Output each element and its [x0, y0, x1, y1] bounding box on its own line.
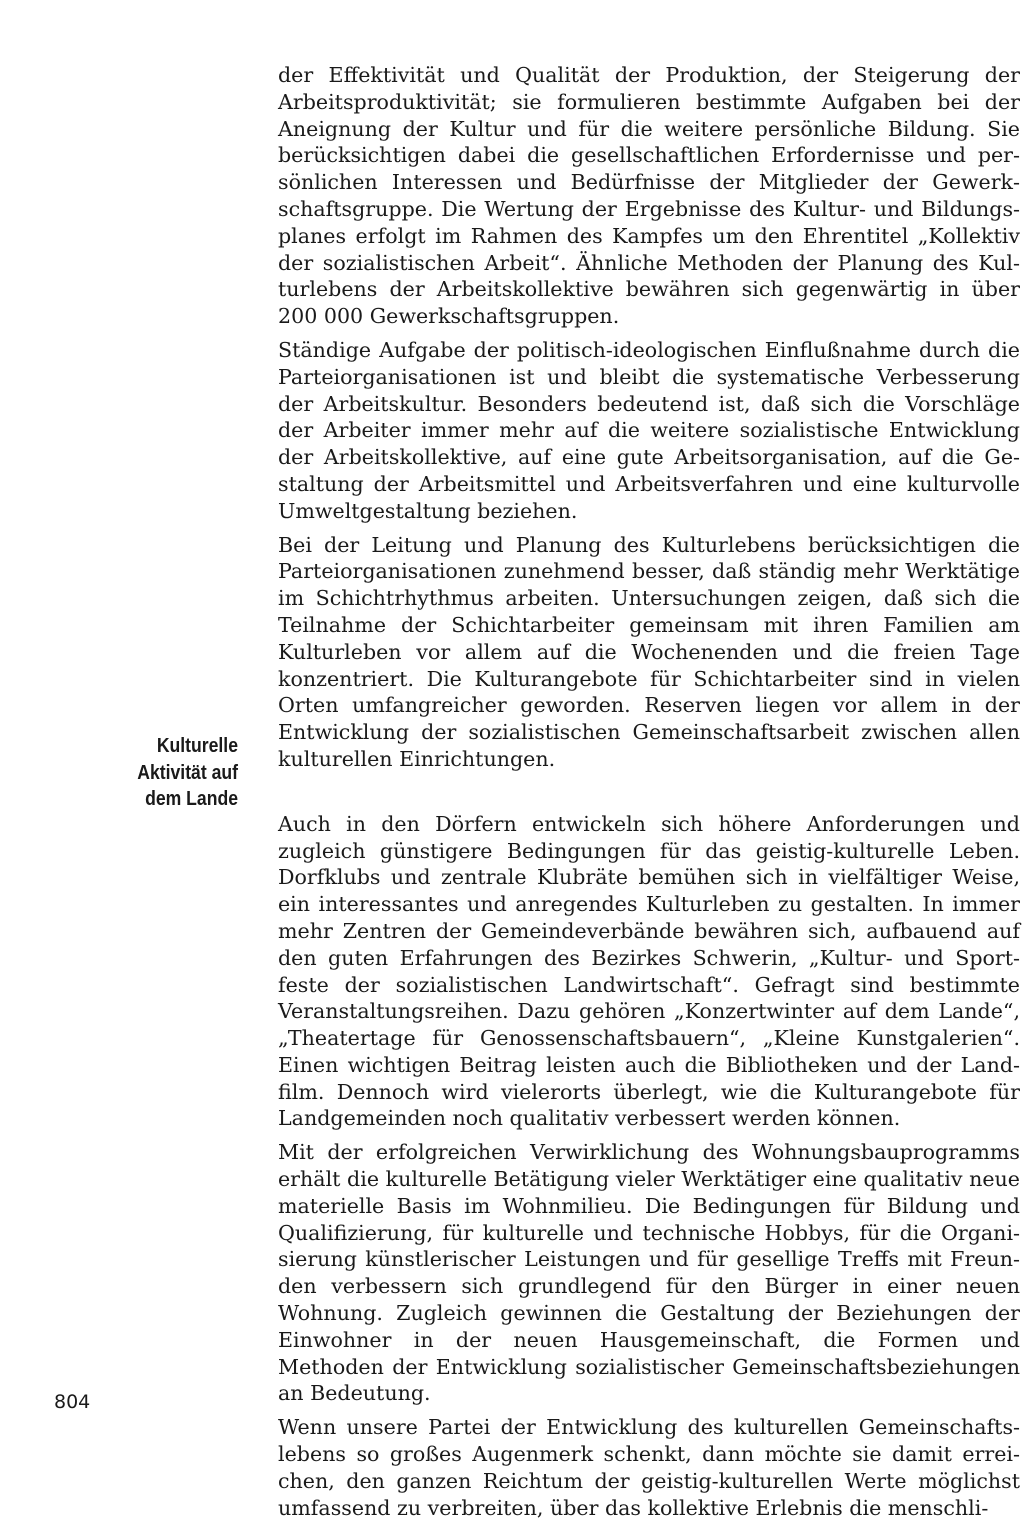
page-number: 804: [54, 1391, 91, 1413]
main-text-column: [278, 62, 1020, 1521]
margin-heading-line-1: Kulturelle: [156, 735, 238, 757]
paragraph-6: Wenn unsere Partei der Entwicklung des kulturellen Gemeinschaftslebens so großes Augenmerk schenkt, dann möchte sie damit erreichen, den ganzen Reichtum der geistig-kulturellen Werte möglichst umfassend zu verbreiten, über das kollektive Erlebnis die menschli-: [278, 1415, 1020, 1520]
paragraph-5: Mit der erfolgreichen Verwirklichung des Wohnungsbauprogramms erhält die kulturelle Betätigung vieler Werktätiger eine qualitativ neue materielle Basis im Wohnmilieu. Die Bedingungen für Bildung und Qualifizierung, für kulturelle und technische Hobbys, für die Organisierung künstlerischer Leistungen und für gesellige Treffs mit Freunden verbessern sich grundlegend für den Bürger in einer neuen Wohnung. Zugleich gewinnen die Gestaltung der Beziehungen der Einwohner in der neuen Hausgemeinschaft, die Formen und Methoden der Entwicklung sozialistischer Gemeinschaftsbeziehungen an Bedeutung.: [278, 1140, 1020, 1406]
paragraph-1: der Effektivität und Qualität der Produktion, der Steigerung der Arbeitsproduktivität; sie formulieren bestimmte Aufgaben bei der Aneignung der Kultur und für die weitere persönliche Bildung. Sie berücksichtigen dabei die gesellschaftlichen Erfordernisse und persönlichen Interessen und Bedürfnisse der Mitglieder der Gewerkschaftsgruppe. Die Wertung der Ergebnisse des Kultur- und Bildungsplanes erfolgt im Rahmen des Kampfes um den Ehrentitel „Kollektiv der sozialistischen Arbeit“. Ähnliche Methoden der Planung des Kulturlebens der Arbeitskollektive bewähren sich gegenwärtig in über 200 000 Gewerkschaftsgruppen.: [278, 63, 1020, 329]
paragraph-4: Auch in den Dörfern entwickeln sich höhere Anforderungen und zugleich günstigere Bedingungen für das geistig-kulturelle Leben. Dorfklubs und zentrale Klubräte bemühen sich in vielfältiger Weise, ein interessantes und anregendes Kulturleben zu gestalten. In immer mehr Zentren der Gemeindeverbände bewähren sich, aufbauend auf den guten Erfahrungen des Bezirkes Schwerin, „Kultur- und Sportfeste der sozialistischen Landwirtschaft“. Gefragt sind bestimmte Veranstaltungsreihen. Dazu gehören „Konzertwinter auf dem Lande“, „Theatertage für Genossenschaftsbauern“, „Kleine Kunstgalerien“. Einen wichtigen Beitrag leisten auch die Bibliotheken und der Landfilm. Dennoch wird vielerorts überlegt, wie die Kulturangebote für Landgemeinden noch qualitativ verbessert werden können.: [278, 811, 1020, 1131]
margin-heading-line-2: Aktivität auf: [137, 761, 238, 784]
paragraph-2: Ständige Aufgabe der politisch-ideologischen Einflußnahme durch die Parteiorganisationen ist und bleibt die systematische Verbesserung der Arbeitskultur. Besonders bedeutend ist, daß sich die Vorschläge der Arbeiter immer mehr auf die weitere sozialistische Entwicklung der Arbeitskollektive, auf eine gute Arbeitsorganisation, auf die Gestaltung der Arbeitsmittel und Arbeitsverfahren und eine kulturvolle Umweltgestaltung beziehen.: [278, 337, 1020, 523]
margin-heading-line-3: dem Lande: [145, 788, 238, 810]
paragraph-3: Bei der Leitung und Planung des Kulturlebens berücksichtigen die Parteiorganisationen zunehmend besser, daß ständig mehr Werktätige im Schichtrhythmus arbeiten. Untersuchungen zeigen, daß sich die Teilnahme der Schichtarbeiter gemeinsam mit ihren Familien am Kulturleben vor allem auf die Wochenenden und die freien Tage konzentriert. Die Kulturangebote für Schichtarbeiter sind in vielen Orten umfangreicher geworden. Reserven liegen vor allem in der Entwicklung der sozialistischen Gemeinschaftsarbeit zwischen allen kulturellen Einrichtungen.: [278, 532, 1020, 771]
margin-heading: [125, 733, 238, 813]
